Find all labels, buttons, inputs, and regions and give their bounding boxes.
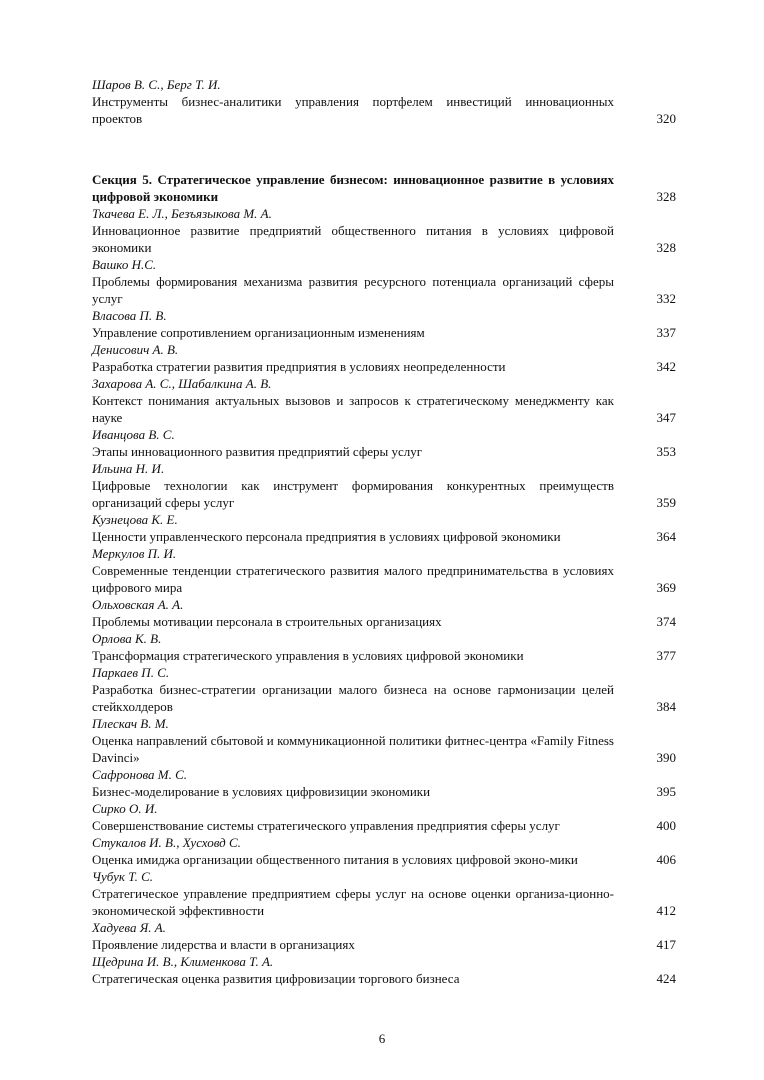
toc-entry	[92, 205, 676, 256]
toc-entry-title: Современные тенденции стратегического развития малого предпринимательства в условиях цифрового мира	[92, 563, 614, 595]
toc-entry-title: Инструменты бизнес-аналитики управления портфелем инвестиций инновационных проектов	[92, 94, 614, 126]
toc-entry-title-row	[92, 324, 676, 341]
toc-entry-page: 377	[656, 648, 676, 663]
toc-entry	[92, 76, 676, 127]
toc-entry-authors: Орлова К. В.	[92, 631, 162, 646]
toc-entry-authors: Чубук Т. С.	[92, 869, 154, 884]
toc-entry-title: Этапы инновационного развития предприятий сферы услуг	[92, 444, 423, 459]
toc-entry-page: 395	[656, 784, 676, 799]
toc-entry-title-row	[92, 358, 676, 375]
page-number: 6	[378, 1031, 386, 1046]
toc-entry-authors: Щедрина И. В., Клименкова Т. А.	[92, 954, 274, 969]
toc-entry-authors: Ткачева Е. Л., Безъязыкова М. А.	[92, 206, 272, 221]
toc-entry	[92, 715, 676, 766]
toc-entry-authors: Плескач В. М.	[92, 716, 169, 731]
toc-entry-authors: Сирко О. И.	[92, 801, 158, 816]
toc-entry-title-row	[92, 443, 676, 460]
toc-entry-title-row	[92, 970, 676, 987]
toc-entry-authors: Паркаев П. С.	[92, 665, 170, 680]
toc-entry	[92, 341, 676, 375]
toc-entry	[92, 375, 676, 426]
toc-entry-title-row	[92, 562, 676, 596]
toc-entry-title: Оценка направлений сбытовой и коммуникационной политики фитнес-центра «Family Fitness Davinci»	[92, 733, 614, 765]
toc-entry-page: 328	[656, 240, 676, 255]
toc-entry-title-row	[92, 647, 676, 664]
toc-entry-authors: Стукалов И. В., Хусховд С.	[92, 835, 241, 850]
toc-entry-title-row	[92, 222, 676, 256]
toc-entry-page: 412	[656, 903, 676, 918]
toc-section-heading	[92, 171, 676, 205]
toc-entry-title: Проблемы мотивации персонала в строительных организациях	[92, 614, 442, 629]
toc-entry-title-row	[92, 528, 676, 545]
toc-entry-page: 417	[656, 937, 676, 952]
toc-entry-authors: Сафронова М. С.	[92, 767, 187, 782]
toc-section-title: Секция 5. Стратегическое управление бизнесом: инновационное развитие в условиях цифровой экономики	[92, 172, 614, 204]
toc-entry-title: Проявление лидерства и власти в организациях	[92, 937, 355, 952]
toc-entry	[92, 953, 676, 987]
toc-entry-title-row	[92, 93, 676, 127]
toc-entry	[92, 460, 676, 511]
toc-entry-page: 337	[656, 325, 676, 340]
toc-entry-title-row	[92, 885, 676, 919]
toc-entry-authors: Шаров В. С., Берг Т. И.	[92, 77, 221, 92]
toc-entry-authors: Иванцова В. С.	[92, 427, 175, 442]
toc-entry-authors: Ольховская А. А.	[92, 597, 184, 612]
toc-entry-page: 347	[656, 410, 676, 425]
toc-entry-page: 320	[656, 111, 676, 126]
toc-entry-authors: Кузнецова К. Е.	[92, 512, 178, 527]
toc-entry-page: 332	[656, 291, 676, 306]
toc-entry-title-row	[92, 273, 676, 307]
toc-entry-title-row	[92, 851, 676, 868]
toc-entry-title: Инновационное развитие предприятий общественного питания в условиях цифровой экономики	[92, 223, 614, 255]
toc-entry-title-row	[92, 732, 676, 766]
toc-entry-page: 342	[656, 359, 676, 374]
toc-entry-title-row	[92, 783, 676, 800]
toc-entry-title: Цифровые технологии как инструмент формирования конкурентных преимуществ организаций сферы услуг	[92, 478, 614, 510]
toc-entry	[92, 834, 676, 868]
toc-entry-title: Совершенствование системы стратегического управления предприятия сферы услуг	[92, 818, 560, 833]
toc-entry-title: Оценка имиджа организации общественного питания в условиях цифровой эконо-мики	[92, 852, 578, 867]
toc-entry-list	[92, 205, 676, 987]
toc-entry	[92, 919, 676, 953]
toc-entry	[92, 426, 676, 460]
toc-entry-title: Управление сопротивлением организационным изменениям	[92, 325, 425, 340]
toc-entry	[92, 630, 676, 664]
toc-entry-page: 369	[656, 580, 676, 595]
toc-entry	[92, 596, 676, 630]
toc-entry-authors: Денисович А. В.	[92, 342, 179, 357]
toc-entry-title: Разработка бизнес-стратегии организации малого бизнеса на основе гармонизации целей стейкхолдеров	[92, 682, 614, 714]
toc-entry-page: 353	[656, 444, 676, 459]
toc-entry-title-row	[92, 613, 676, 630]
toc-entry-page: 359	[656, 495, 676, 510]
toc-entry	[92, 256, 676, 307]
toc-entry-authors: Ильина Н. И.	[92, 461, 165, 476]
toc-entry-page: 364	[656, 529, 676, 544]
toc-entry	[92, 307, 676, 341]
toc-entry-page: 424	[656, 971, 676, 986]
toc-entry-title: Контекст понимания актуальных вызовов и запросов к стратегическому менеджменту как науке	[92, 393, 614, 425]
toc-entry	[92, 511, 676, 545]
toc-entry-title-row	[92, 936, 676, 953]
toc-entry	[92, 800, 676, 834]
toc-entry-title-row	[92, 477, 676, 511]
toc-entry-title: Стратегическая оценка развития цифровизации торгового бизнеса	[92, 971, 460, 986]
toc-entry-authors: Меркулов П. И.	[92, 546, 177, 561]
toc-entry-title: Разработка стратегии развития предприятия в условиях неопределенности	[92, 359, 506, 374]
toc-entry-page: 384	[656, 699, 676, 714]
toc-entry-title-row	[92, 392, 676, 426]
toc-entry-authors: Власова П. В.	[92, 308, 167, 323]
toc-entry-title: Бизнес-моделирование в условиях цифровизиции экономики	[92, 784, 431, 799]
toc-entry	[92, 664, 676, 715]
toc-entry-authors: Захарова А. С., Шабалкина А. В.	[92, 376, 272, 391]
toc-entry-authors: Хадуева Я. А.	[92, 920, 166, 935]
toc-entry-page: 390	[656, 750, 676, 765]
toc-entry-title: Стратегическое управление предприятием сферы услуг на основе оценки организа-ционно-экономической эффективности	[92, 886, 614, 918]
toc-entry-title-row	[92, 681, 676, 715]
toc-section-page: 328	[656, 189, 676, 204]
toc-entry-page: 406	[656, 852, 676, 867]
toc-entry-title-row	[92, 817, 676, 834]
toc-entry-authors: Вашко Н.С.	[92, 257, 157, 272]
table-of-contents	[92, 76, 676, 987]
toc-entry-title: Трансформация стратегического управления в условиях цифровой экономики	[92, 648, 524, 663]
toc-section-title-row	[92, 171, 676, 205]
toc-entry-title: Ценности управленческого персонала предприятия в условиях цифровой экономики	[92, 529, 561, 544]
toc-entry-title: Проблемы формирования механизма развития ресурсного потенциала организаций сферы услуг	[92, 274, 614, 306]
toc-entry	[92, 545, 676, 596]
toc-entry-page: 400	[656, 818, 676, 833]
toc-entry	[92, 766, 676, 800]
toc-entry-page: 374	[656, 614, 676, 629]
toc-entry	[92, 868, 676, 919]
